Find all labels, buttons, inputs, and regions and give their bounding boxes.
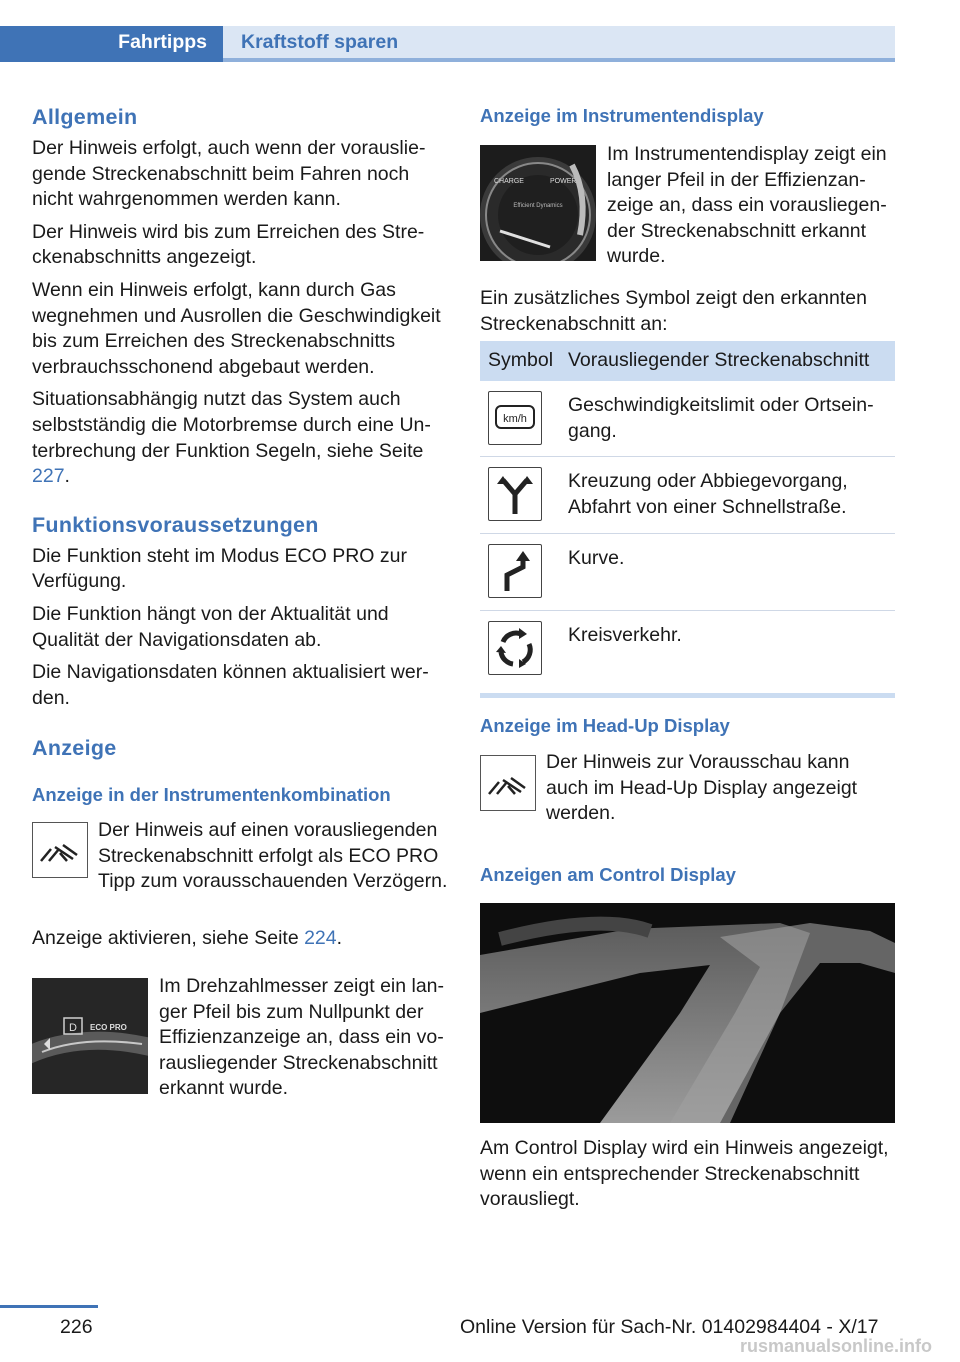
paragraph-hud: Der Hinweis zur Vorausschau kann auch im Head-Up Display angezeigt werden. xyxy=(546,751,858,825)
table-row xyxy=(480,381,895,457)
gear-d-label: D xyxy=(69,1022,77,1034)
gauge-charge-label: CHARGE xyxy=(494,178,524,185)
kmh-icon xyxy=(488,391,542,445)
control-display-image xyxy=(480,903,895,1123)
road-warning-icon xyxy=(33,823,87,877)
eco-pro-label: ECO PRO xyxy=(90,1023,127,1032)
table-cell: Kreuzung oder Abbiegevorgang, Abfahrt von einer Schnellstraße. xyxy=(568,470,848,518)
tab-kraftstoff-sparen[interactable]: Kraftstoff sparen xyxy=(223,26,895,62)
instrument-display-image xyxy=(480,145,596,261)
curve-icon xyxy=(488,544,542,598)
table-row xyxy=(480,611,895,681)
heading-head-up-display: Anzeige im Head-Up Display xyxy=(480,715,730,736)
rpm-gauge-image xyxy=(32,978,148,1094)
paragraph: Die Funktion hängt von der Aktualität und Qualität der Navigationsdaten ab. xyxy=(32,602,389,651)
heading-anzeige: Anzeige xyxy=(32,736,117,761)
table-row xyxy=(480,534,895,611)
table-footer-rule xyxy=(480,693,895,698)
table-header xyxy=(480,341,895,381)
footer-rule xyxy=(0,1305,98,1308)
page-link-224[interactable]: 224 xyxy=(304,927,337,949)
col-header-symbol: Symbol xyxy=(488,349,554,371)
heading-instrumentenkombination: Anzeige in der Instrumentenkombination xyxy=(32,784,391,806)
page-number: 226 xyxy=(60,1316,93,1338)
paragraph: Wenn ein Hinweis erfolgt, kann durch Gas wegnehmen und Ausrollen die Geschwindigkeit bis zum Erreichen des Streckenabschnitts verbrauchsschonend abgebaut werden. xyxy=(32,278,441,378)
tab-fahrtipps[interactable]: Fahrtipps xyxy=(0,26,223,62)
table-cell: Geschwindigkeitslimit oder Ortseingang. xyxy=(568,394,874,442)
heading-funktionsvoraussetzungen: Funktionsvoraussetzungen xyxy=(32,512,319,537)
paragraph: Die Navigationsdaten können aktualisiert werden. xyxy=(32,661,429,709)
eco-pro-tip-image xyxy=(32,822,88,878)
page-link-227[interactable]: 227 xyxy=(32,465,65,488)
table-cell: Kreisverkehr. xyxy=(568,624,682,646)
paragraph-control-display: Am Control Display wird ein Hinweis angezeigt, wenn ein entsprechender Streckenabschnitt vorausliegt. xyxy=(480,1137,889,1211)
table-cell: Kurve. xyxy=(568,547,625,569)
svg-text:km/h: km/h xyxy=(503,413,527,425)
paragraph-symbol-intro: Ein zusätzliches Symbol zeigt den erkannten Streckenabschnitt an: xyxy=(480,287,867,335)
paragraph-rpm: Im Drehzahlmesser zeigt ein langer Pfeil bis zum Nullpunkt der Effizienzanzeige an, dass ein vorausliegender Streckenabschnitt erkannt wurde. xyxy=(159,975,445,1100)
paragraph: Situationsabhängig nutzt das System auch selbstständig die Motorbremse durch eine Unterbrechung der Funktion Segeln, siehe Seite 227. xyxy=(32,388,431,488)
paragraph: Der Hinweis wird bis zum Erreichen des Streckenabschnitts angezeigt. xyxy=(32,220,425,269)
page-header xyxy=(0,0,960,62)
roundabout-icon xyxy=(488,621,542,675)
col-header-section: Vorausliegender Streckenabschnitt xyxy=(568,349,870,371)
paragraph-activate: Anzeige aktivieren, siehe Seite 224. xyxy=(32,927,343,949)
heading-allgemein: Allgemein xyxy=(32,105,138,129)
gauge-efficient-label: Efficient Dynamics xyxy=(513,203,563,209)
heading-instrumentendisplay: Anzeige im Instrumentendisplay xyxy=(480,105,764,126)
road-warning-icon xyxy=(481,756,535,810)
heading-control-display: Anzeigen am Control Display xyxy=(480,864,736,885)
hud-icon-image xyxy=(480,755,536,811)
paragraph: Der Hinweis erfolgt, auch wenn der vorausliegende Streckenabschnitt beim Fahren noch nicht wahrgenommen werden kann. xyxy=(32,137,426,211)
paragraph: Die Funktion steht im Modus ECO PRO zur Verfügung. xyxy=(32,544,407,593)
paragraph-instrdisp: Im Instrumentendisplay zeigt ein langer Pfeil in der Effizienzanzeige an, dass ein vorausliegender Streckenabschnitt erkannt wurde. xyxy=(607,143,887,268)
junction-icon xyxy=(488,467,542,521)
symbol-table xyxy=(480,341,895,698)
table-row xyxy=(480,457,895,534)
online-version-note: Online Version für Sach-Nr. 01402984404 - X/17 xyxy=(460,1316,879,1338)
header-rule xyxy=(223,58,895,62)
gauge-power-label: POWER xyxy=(550,178,577,185)
paragraph-instr: Der Hinweis auf einen vorausliegenden Streckenabschnitt erfolgt als ECO PRO Tipp zum vorausschauenden Verzögern. xyxy=(98,819,448,893)
left-column xyxy=(32,104,450,807)
watermark: rusmanualsonline.info xyxy=(740,1336,933,1356)
